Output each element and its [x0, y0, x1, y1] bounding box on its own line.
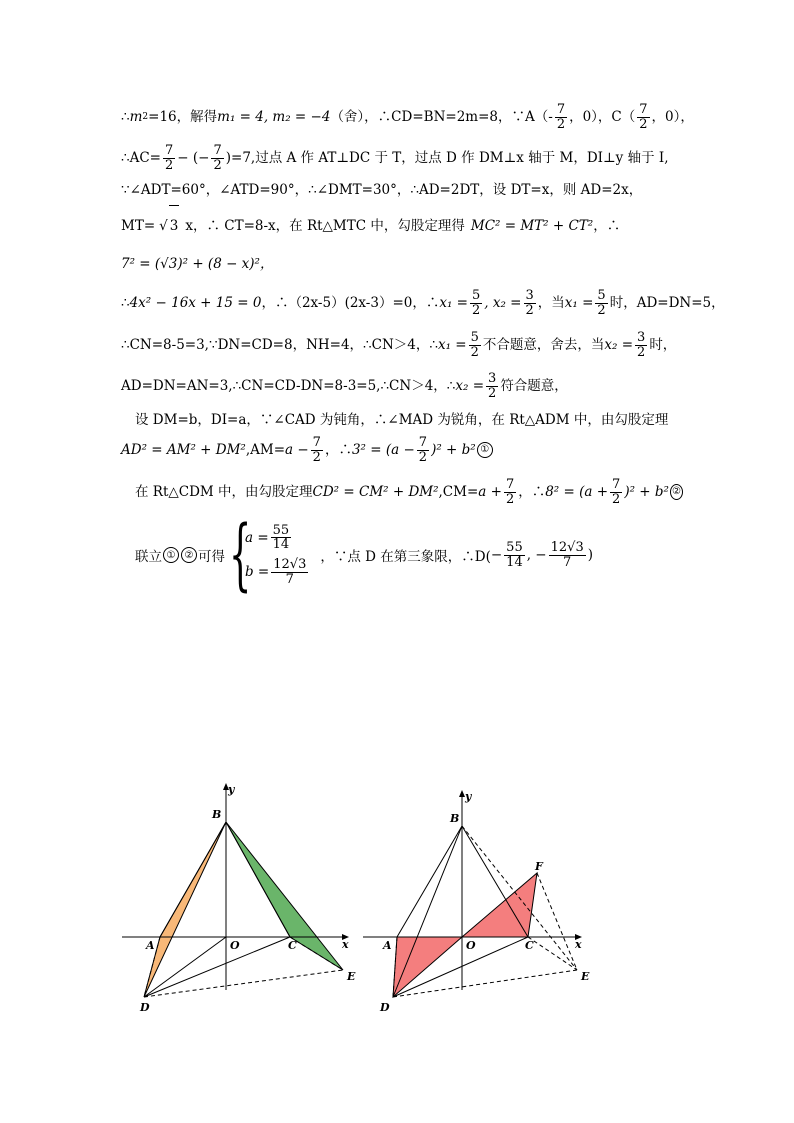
left-brace: { [229, 510, 252, 600]
math: 3² = (a − [351, 442, 415, 458]
text: ，∴ [518, 484, 546, 500]
math: 8² = (a + [545, 484, 609, 500]
text: 设 DM=b，DI=a，∵∠CAD 为钝角，∴∠MAD 为锐角，在 Rt△ADM 中，由勾股定理 [135, 412, 669, 428]
text: MT= [121, 217, 156, 234]
fraction: $\frac{3}{2}$ [637, 329, 646, 360]
sqrt: 3 [169, 205, 180, 246]
label-D: D [140, 1001, 150, 1014]
text: − [490, 547, 503, 563]
fraction: $\frac{7}{2}$ [164, 142, 174, 173]
label-y: y [228, 783, 235, 796]
text: ，∴ [324, 442, 352, 458]
fraction: $\frac{7}{2}$ [418, 434, 428, 465]
solution-line-1: ∴ m 2 =16，解得 m₁ = 4, m₂ = −4 （舍），∴CD=BN=2m=8，∵A（- $\frac{7}{2}$ ，0），C（ $\frac{7}{2}$ ，0）， [121, 97, 684, 137]
text: ，0）， [651, 109, 694, 125]
right-shaded-triangle [226, 822, 343, 970]
label-E: E [581, 970, 590, 983]
math: m [129, 109, 143, 125]
text: ，∵点 D 在第三象限，∴D( [320, 549, 491, 565]
text: AD=DN=AN=3,∴CN=CD-DN=8-3=5,∴CN＞4，∴ [121, 378, 456, 394]
label-x: x [575, 938, 582, 951]
fraction: $\frac{55}{14}$ [506, 539, 523, 570]
fraction: $\frac{7}{2}$ [213, 142, 222, 173]
text: ,CM= [438, 484, 479, 500]
text: ,AM= [245, 442, 286, 458]
math: , x₂ = [484, 295, 522, 311]
math: x₂ = [455, 378, 485, 394]
label-F: F [535, 860, 543, 873]
fraction: $\frac{7}{2}$ [639, 101, 648, 132]
text: ，∴（2x-5）(2x-3）=0，∴ [261, 295, 440, 311]
fraction: $\frac{12√3}{7}$ [273, 557, 307, 587]
label-B: B [212, 808, 222, 821]
circled-number-2: ② [670, 484, 683, 500]
figure-left [122, 783, 356, 1014]
fraction: $\frac{12√3}{7}$ [550, 539, 584, 570]
math: MC² = MT² + CT² [470, 217, 594, 234]
math: 7² = (√3)² + (8 − x)²， [121, 256, 274, 272]
text: 时，AD=DN=5， [609, 295, 725, 311]
circled-number-1: ① [477, 442, 493, 458]
math: )² + b² [431, 442, 476, 458]
math: a − [285, 442, 309, 458]
label-A: A [146, 939, 155, 952]
label-y: y [465, 790, 472, 803]
text: x，∴ CT=8-x，在 Rt△MTC 中，勾股定理得 [185, 217, 465, 234]
fraction: $\frac{7}{2}$ [505, 476, 515, 507]
text: ，∴ [593, 217, 621, 234]
math: AD² = AM² + DM² [121, 442, 246, 458]
label-O: O [230, 939, 240, 952]
text: ∴ [121, 295, 130, 311]
label-x: x [342, 938, 349, 951]
fraction: $\frac{7}{2}$ [312, 434, 321, 465]
solution-line-4: MT= √ 3 x，∴ CT=8-x，在 Rt△MTC 中，勾股定理得 MC² = MT² + CT² ，∴ [121, 205, 684, 246]
shaded-triangle-right [462, 873, 537, 937]
math: b = [245, 564, 270, 581]
text: ，当 [537, 295, 565, 311]
text: 可得 [198, 549, 225, 565]
math: CD² = CM² + DM² [312, 484, 439, 500]
text: − (− [177, 150, 210, 166]
math: x₁ = [437, 337, 467, 353]
fraction: $\frac{5}{2}$ [470, 329, 479, 360]
math: )² + b² [624, 484, 669, 500]
fraction: $\frac{3}{2}$ [488, 370, 497, 401]
math: x₁ = [439, 295, 468, 311]
text: 联立 [135, 549, 162, 565]
fraction: $\frac{7}{2}$ [556, 101, 566, 132]
text: ∴ [121, 109, 130, 125]
circled-number-1: ① [163, 547, 179, 563]
text: 符合题意， [500, 378, 568, 394]
text: 时， [649, 337, 677, 353]
text: ) [587, 547, 594, 563]
fraction: $\frac{5}{2}$ [472, 287, 481, 318]
text: 在 Rt△CDM 中，由勾股定理 [135, 484, 313, 500]
fraction: $\frac{7}{2}$ [612, 476, 621, 507]
text: ∴CN=8-5=3,∵DN=CD=8，NH=4，∴CN＞4，∴ [121, 337, 438, 353]
math: m₁ = 4, m₂ = −4 [217, 109, 331, 125]
text: ，0），C（ [569, 109, 636, 125]
math: 4x² − 16x + 15 = 0 [129, 295, 262, 311]
left-shaded-triangle [144, 822, 226, 997]
text: （舍），∴CD=BN=2m=8，∵A（- [330, 109, 553, 125]
text: )=7,过点 A 作 AT⊥DC 于 T，过点 D 作 DM⊥x 轴于 M，DI⊥y 轴于 I, [225, 150, 669, 166]
fraction: $\frac{3}{2}$ [525, 287, 534, 318]
figure-right [363, 790, 590, 1014]
fraction: $\frac{5}{2}$ [597, 287, 606, 318]
text: ∵∠ADT=60°，∠ATD=90°，∴∠DMT=30°，∴AD=2DT，设 DT=x，则 AD=2x， [121, 182, 643, 198]
label-O: O [466, 939, 476, 952]
label-C: C [288, 939, 297, 952]
math: x₂ = [604, 337, 634, 353]
math: a = [245, 529, 269, 546]
text: =16，解得 [148, 109, 218, 125]
label-B: B [450, 812, 460, 825]
label-A: A [383, 939, 392, 952]
text: ∴AC= [121, 150, 161, 166]
label-D: D [380, 1001, 390, 1014]
label-E: E [347, 970, 356, 983]
text: 不合题意，舍去，当 [482, 337, 605, 353]
label-C: C [525, 939, 534, 952]
math: x₁ = [564, 295, 594, 311]
fraction: $\frac{55}{14}$ [272, 522, 290, 553]
circled-number-2: ② [181, 547, 197, 563]
math: a + [478, 484, 502, 500]
text: , − [526, 547, 547, 563]
